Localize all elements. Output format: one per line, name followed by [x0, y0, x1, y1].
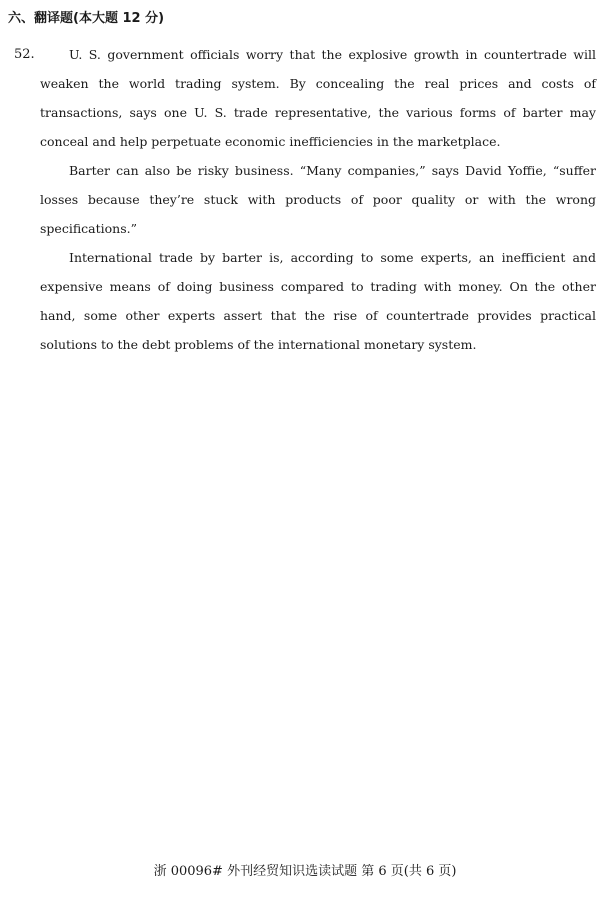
- passage-paragraph-3: International trade by barter is, according to some experts, an inefficient and expensive means of doing business compared to trading with money. On the other hand, some other experts assert that the rise of countertrade provides practical solutions to the debt problems of the international monetary system.: [40, 250, 596, 352]
- question-number: 52.: [14, 47, 35, 62]
- passage-paragraph-2: Barter can also be risky business. “Many companies,” says David Yoffie, “suffer losses because they’re stuck with products of poor quality or with the wrong specifications.”: [40, 163, 596, 236]
- question-passage: [40, 40, 596, 359]
- passage-paragraph-1: U. S. government officials worry that the explosive growth in countertrade will weaken the world trading system. By concealing the real prices and costs of transactions, says one U. S. trade representative, the various forms of barter may conceal and help perpetuate economic inefficiencies in the marketplace.: [40, 47, 596, 149]
- section-heading: 六、翻译题(本大题 12 分): [8, 11, 165, 26]
- page-footer: 浙 00096# 外刊经贸知识选读试题 第 6 页(共 6 页): [153, 864, 457, 879]
